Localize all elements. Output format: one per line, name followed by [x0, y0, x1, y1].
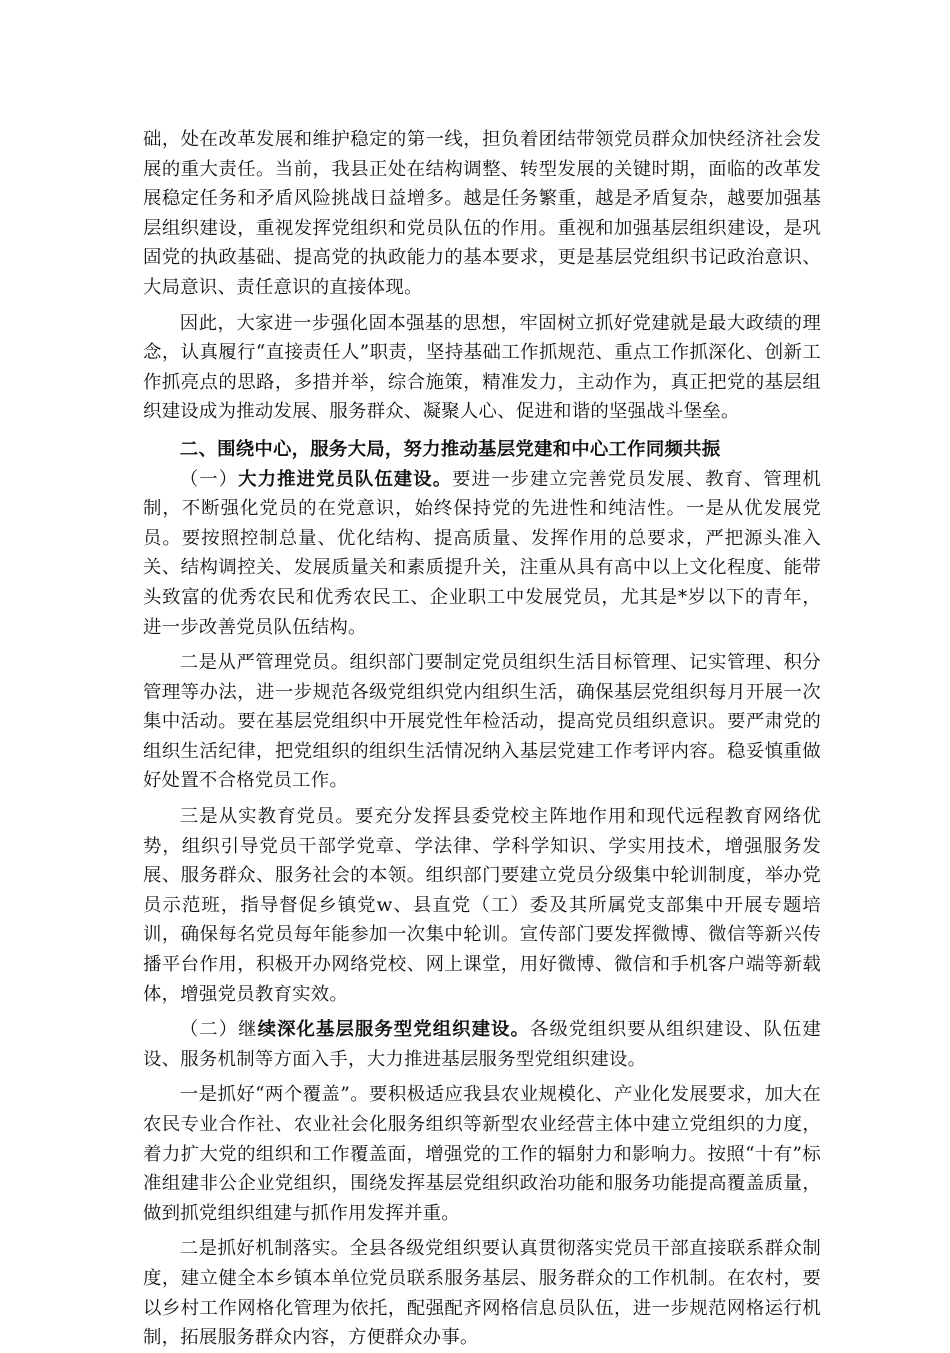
paragraph-mechanism: 二是抓好机制落实。全县各级党组织要认真贯彻落实党员干部直接联系群众制度，建立健全本乡镇本单位党员联系服务基层、服务群众的工作机制。在农村，要以乡村工作网格化管理为依托，配强配齐网格信息员队伍，进一步规范网格运行机制，拓展服务群众内容，方便群众办事。	[143, 1238, 821, 1349]
paragraph-two-coverages: 一是抓好“两个覆盖”。要积极适应我县农业规模化、产业化发展要求，加大在农民专业合作社、农业社会化服务组织等新型农业经营主体中建立党组织的力度，着力扩大党的组织和工作覆盖面，增强党的工作的辐射力和影响力。按照“十有”标准组建非公企业党组织，围绕发挥基层党组织政治功能和服务功能提高覆盖质量，做到抓党组织组建与抓作用发挥并重。	[143, 1084, 821, 1224]
document-page	[143, 125, 821, 1353]
subsection-one-body: 要进一步建立完善党员发展、教育、管理机制，不断强化党员的在党意识，始终保持党的先进性和纯洁性。一是从优发展党员。要按照控制总量、优化结构、提高质量、发挥作用的总要求，严把源头准入关、结构调控关、发展质量关和素质提升关，注重从具有高中以上文化程度、能带头致富的优秀农民和优秀农民工、企业职工中发展党员，尤其是*岁以下的青年，进一步改善党员队伍结构。	[143, 468, 821, 638]
subsection-two	[143, 1015, 821, 1074]
subsection-two-body: 各级党组织要从组织建设、队伍建设、服务机制等方面入手，大力推进基层服务型党组织建设。	[143, 1019, 821, 1070]
paragraph-continuation: 础，处在改革发展和维护稳定的第一线，担负着团结带领党员群众加快经济社会发展的重大责任。当前，我县正处在结构调整、转型发展的关键时期，面临的改革发展稳定任务和矛盾风险挑战日益增多。越是任务繁重，越是矛盾复杂，越要加强基层组织建设，重视发挥党组织和党员队伍的作用。重视和加强基层组织建设，是巩固党的执政基础、提高党的执政能力的基本要求，更是基层党组织书记政治意识、大局意识、责任意识的直接体现。	[143, 129, 821, 298]
paragraph-educate-members: 三是从实教育党员。要充分发挥县委党校主阵地作用和现代远程教育网络优势，组织引导党员干部学党章、学法律、学科学知识、学实用技术，增强服务发展、服务群众、服务社会的本领。组织部门要建立党员分级集中轮训制度，举办党员示范班，指导督促乡镇党w、县直党（工）委及其所属党支部集中开展专题培训，确保每名党员每年能参加一次集中轮训。宣传部门要发挥微博、微信等新兴传播平台作用，积极开办网络党校、网上课堂，用好微博、微信和手机客户端等新载体，增强党员教育实效。	[143, 806, 821, 1005]
section-heading-two: 二、围绕中心，服务大局，努力推动基层党建和中心工作同频共振	[179, 438, 721, 460]
paragraph-therefore: 因此，大家进一步强化固本强基的思想，牢固树立抓好党建就是最大政绩的理念，认真履行“直接责任人”职责，坚持基础工作抓规范、重点工作抓深化、创新工作抓亮点的思路，多措并举，综合施策，精准发力，主动作为，真正把党的基层组织建设成为推动发展、服务群众、凝聚人心、促进和谐的坚强战斗堡垒。	[143, 312, 821, 423]
subsection-two-lead: 续深化基层服务型党组织建设。	[257, 1019, 530, 1041]
paragraph-manage-members: 二是从严管理党员。组织部门要制定党员组织生活目标管理、记实管理、积分管理等办法，进一步规范各级党组织党内组织生活，确保基层党组织每月开展一次集中活动。要在基层党组织中开展党性年检活动，提高党员组织意识。要严肃党的组织生活纪律，把党组织的组织生活情况纳入基层党建工作考评内容。稳妥慎重做好处置不合格党员工作。	[143, 652, 821, 792]
subsection-one	[143, 465, 821, 643]
subsection-one-lead: 大力推进党员队伍建设。	[238, 468, 453, 490]
subsection-one-prefix: （一）	[179, 468, 239, 490]
subsection-two-prefix: （二）继	[179, 1019, 258, 1041]
